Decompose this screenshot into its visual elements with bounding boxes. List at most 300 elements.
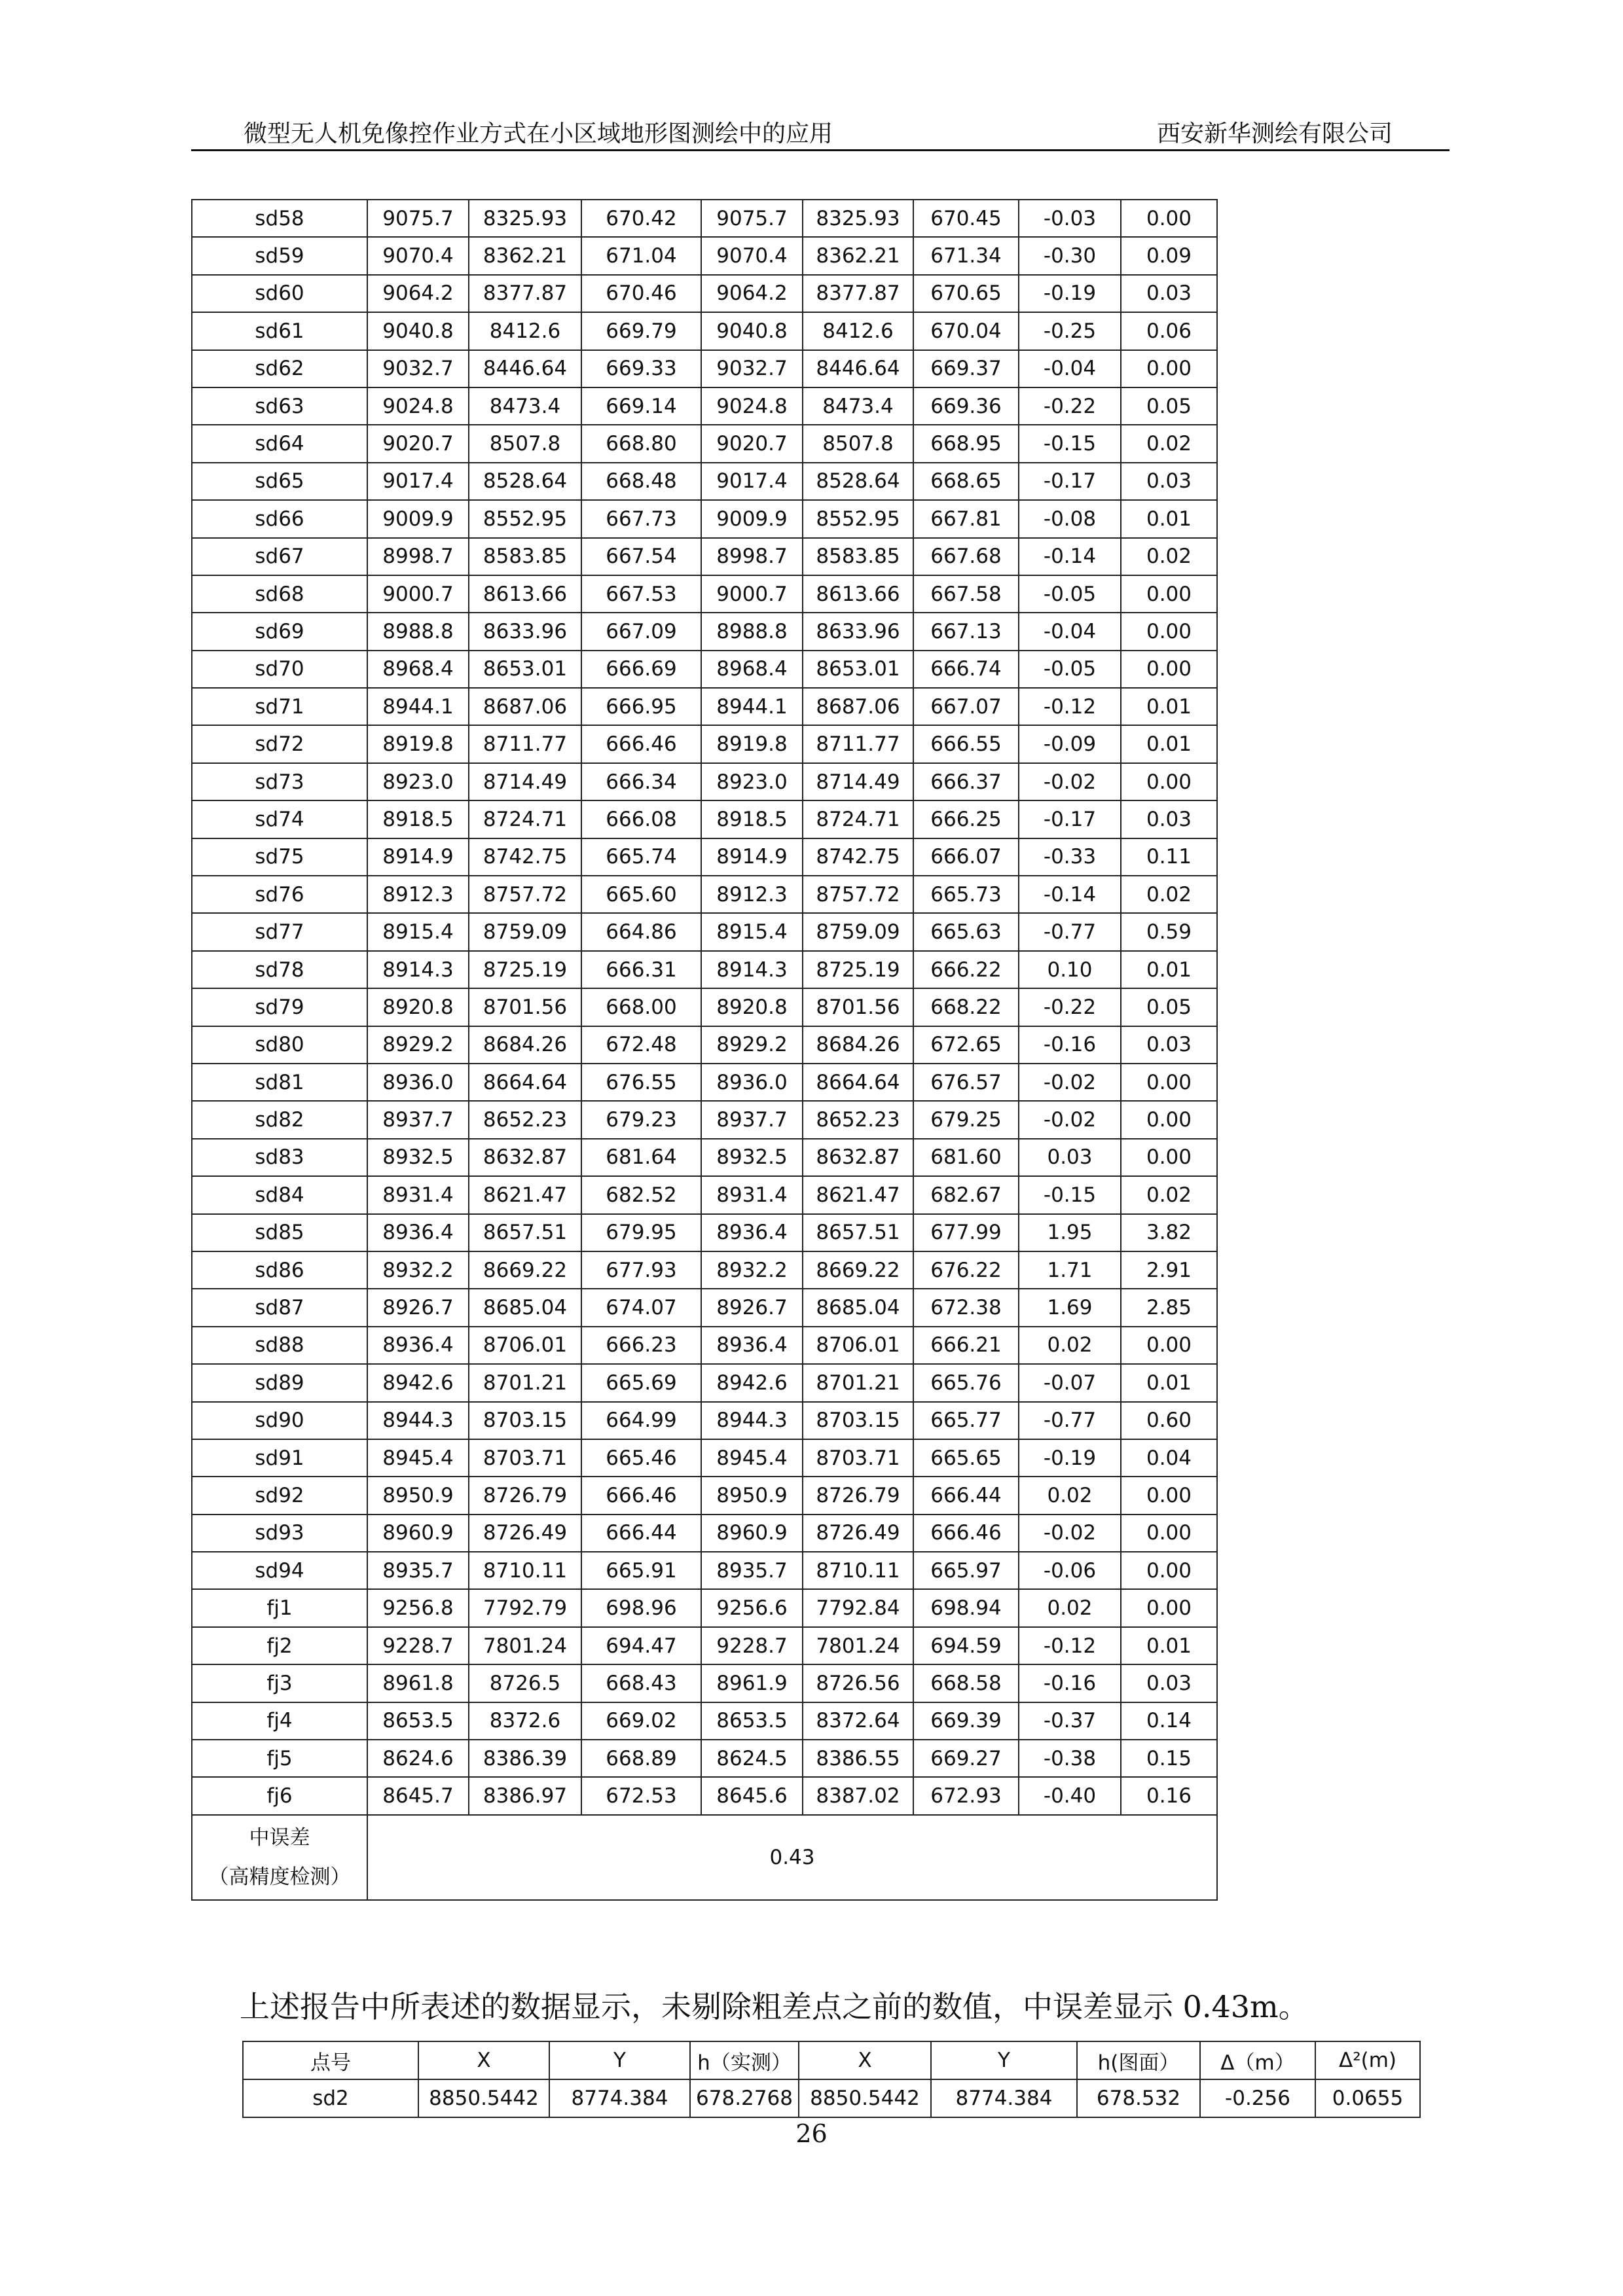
table-row	[192, 1664, 1217, 1702]
table-cell: 8998.7	[367, 538, 469, 575]
table-cell: 8632.87	[469, 1139, 581, 1176]
table-cell: -0.12	[1019, 688, 1121, 725]
table-cell: 8961.9	[701, 1664, 803, 1702]
table-cell: -0.02	[1019, 763, 1121, 800]
table-cell: 8632.87	[803, 1139, 913, 1176]
table-cell: 0.00	[1121, 1477, 1217, 1514]
table-cell: 672.38	[913, 1289, 1019, 1326]
table-cell: 0.02	[1121, 1176, 1217, 1213]
table-cell: 8669.22	[803, 1251, 913, 1289]
table-cell: 0.00	[1121, 1515, 1217, 1552]
table-cell: 8701.21	[469, 1364, 581, 1401]
table-cell: 8914.9	[367, 838, 469, 876]
table-cell: 0.01	[1121, 725, 1217, 762]
table-cell: -0.06	[1019, 1552, 1121, 1589]
table-cell: 0.03	[1121, 275, 1217, 312]
table-cell: 669.02	[581, 1702, 701, 1740]
table-cell: 8724.71	[469, 800, 581, 838]
table-cell: 1.71	[1019, 1251, 1121, 1289]
table-cell: 3.82	[1121, 1214, 1217, 1251]
table-cell: 8657.51	[803, 1214, 913, 1251]
table-cell: 668.89	[581, 1740, 701, 1777]
table-cell: 0.00	[1121, 575, 1217, 613]
table-cell: sd66	[192, 500, 367, 537]
extra-header-cell: Y	[549, 2041, 690, 2079]
table-cell: 698.96	[581, 1589, 701, 1626]
table-cell: 666.74	[913, 651, 1019, 688]
table-row	[192, 913, 1217, 950]
table-cell: 8710.11	[469, 1552, 581, 1589]
table-cell: 668.65	[913, 463, 1019, 500]
table-cell: 669.36	[913, 387, 1019, 425]
table-cell: 694.59	[913, 1627, 1019, 1664]
table-cell: 665.65	[913, 1439, 1019, 1477]
summary-value: 0.43	[367, 1815, 1217, 1900]
table-cell: 667.09	[581, 613, 701, 650]
table-cell: -0.14	[1019, 538, 1121, 575]
header-rule	[191, 149, 1450, 151]
table-cell: 8621.47	[469, 1176, 581, 1213]
table-row	[192, 1026, 1217, 1064]
table-row	[192, 1327, 1217, 1364]
table-cell: 676.55	[581, 1064, 701, 1101]
table-row	[192, 538, 1217, 575]
table-cell: -0.16	[1019, 1026, 1121, 1064]
table-cell: 669.37	[913, 350, 1019, 387]
table-cell: sd91	[192, 1439, 367, 1477]
table-row	[192, 237, 1217, 274]
table-cell: 666.25	[913, 800, 1019, 838]
table-cell: 9032.7	[367, 350, 469, 387]
table-cell: 679.23	[581, 1101, 701, 1138]
table-cell: 8711.77	[469, 725, 581, 762]
table-row	[192, 688, 1217, 725]
table-cell: 670.42	[581, 200, 701, 237]
table-row	[192, 1589, 1217, 1626]
table-cell: 8473.4	[803, 387, 913, 425]
table-cell: 8701.21	[803, 1364, 913, 1401]
table-cell: 8552.95	[469, 500, 581, 537]
header-title: 微型无人机免像控作业方式在小区域地形图测绘中的应用	[244, 120, 833, 147]
table-cell: 0.02	[1121, 538, 1217, 575]
table-cell: 665.60	[581, 876, 701, 913]
table-cell: -0.38	[1019, 1740, 1121, 1777]
table-cell: 8685.04	[803, 1289, 913, 1326]
table-cell: 8944.1	[367, 688, 469, 725]
table-cell: 670.04	[913, 312, 1019, 350]
table-cell: 9040.8	[701, 312, 803, 350]
table-cell: 667.81	[913, 500, 1019, 537]
table-cell: sd61	[192, 312, 367, 350]
table-cell: sd77	[192, 913, 367, 950]
table-cell: 8583.85	[469, 538, 581, 575]
table-cell: sd88	[192, 1327, 367, 1364]
table-cell: 676.22	[913, 1251, 1019, 1289]
table-cell: 0.03	[1121, 1026, 1217, 1064]
extra-header-cell: Y	[931, 2041, 1077, 2079]
table-cell: sd67	[192, 538, 367, 575]
table-cell: 8726.56	[803, 1664, 913, 1702]
table-row	[192, 575, 1217, 613]
table-cell: 8714.49	[803, 763, 913, 800]
table-cell: 8703.15	[803, 1402, 913, 1439]
table-cell: 668.48	[581, 463, 701, 500]
table-cell: 8759.09	[469, 913, 581, 950]
table-cell: 9024.8	[701, 387, 803, 425]
table-cell: 8988.8	[367, 613, 469, 650]
table-cell: sd64	[192, 425, 367, 462]
table-cell: 8624.6	[367, 1740, 469, 1777]
table-cell: 9009.9	[367, 500, 469, 537]
table-cell: 668.00	[581, 988, 701, 1026]
table-cell: 8936.0	[367, 1064, 469, 1101]
extra-table	[242, 2041, 1421, 2118]
table-cell: 0.16	[1121, 1777, 1217, 1814]
table-cell: 8687.06	[803, 688, 913, 725]
table-row	[192, 1552, 1217, 1589]
table-cell: 0.00	[1121, 1589, 1217, 1626]
table-cell: 8725.19	[469, 951, 581, 988]
table-cell: -0.08	[1019, 500, 1121, 537]
table-cell: 9032.7	[701, 350, 803, 387]
table-cell: 8714.49	[469, 763, 581, 800]
table-cell: 0.03	[1121, 800, 1217, 838]
table-cell: 8613.66	[803, 575, 913, 613]
table-cell: 8944.1	[701, 688, 803, 725]
table-cell: 8950.9	[367, 1477, 469, 1514]
extra-data-cell: 0.0655	[1315, 2079, 1420, 2117]
table-cell: 674.07	[581, 1289, 701, 1326]
table-cell: 8915.4	[701, 913, 803, 950]
table-cell: -0.04	[1019, 613, 1121, 650]
table-cell: 8621.47	[803, 1176, 913, 1213]
table-cell: 667.13	[913, 613, 1019, 650]
table-cell: -0.40	[1019, 1777, 1121, 1814]
table-cell: 0.02	[1019, 1327, 1121, 1364]
table-row	[192, 1364, 1217, 1401]
table-cell: 7792.84	[803, 1589, 913, 1626]
table-cell: 0.00	[1121, 763, 1217, 800]
table-cell: sd68	[192, 575, 367, 613]
extra-data-cell: 8774.384	[549, 2079, 690, 2117]
table-cell: 7801.24	[803, 1627, 913, 1664]
table-cell: 8918.5	[701, 800, 803, 838]
table-cell: 8633.96	[803, 613, 913, 650]
table-cell: 666.69	[581, 651, 701, 688]
table-cell: -0.15	[1019, 425, 1121, 462]
extra-data-cell: -0.256	[1200, 2079, 1315, 2117]
table-cell: sd78	[192, 951, 367, 988]
table-cell: 8935.7	[367, 1552, 469, 1589]
table-cell: 667.73	[581, 500, 701, 537]
table-cell: sd89	[192, 1364, 367, 1401]
table-cell: 665.69	[581, 1364, 701, 1401]
table-cell: 8362.21	[469, 237, 581, 274]
table-cell: sd58	[192, 200, 367, 237]
table-row	[192, 500, 1217, 537]
table-cell: 666.46	[581, 725, 701, 762]
table-row	[192, 651, 1217, 688]
table-cell: sd92	[192, 1477, 367, 1514]
table-cell: 8701.56	[469, 988, 581, 1026]
table-cell: 8945.4	[701, 1439, 803, 1477]
table-cell: 9040.8	[367, 312, 469, 350]
table-cell: 8912.3	[701, 876, 803, 913]
table-cell: 8920.8	[701, 988, 803, 1026]
table-cell: sd93	[192, 1515, 367, 1552]
table-cell: 8473.4	[469, 387, 581, 425]
table-cell: sd60	[192, 275, 367, 312]
table-cell: -0.04	[1019, 350, 1121, 387]
table-cell: 0.00	[1121, 1552, 1217, 1589]
table-cell: 0.00	[1121, 200, 1217, 237]
table-cell: 8759.09	[803, 913, 913, 950]
table-cell: fj1	[192, 1589, 367, 1626]
table-cell: 665.97	[913, 1552, 1019, 1589]
table-cell: 0.00	[1121, 1139, 1217, 1176]
table-cell: 9228.7	[367, 1627, 469, 1664]
table-cell: 8684.26	[469, 1026, 581, 1064]
table-cell: 8998.7	[701, 538, 803, 575]
table-cell: sd71	[192, 688, 367, 725]
table-cell: 8528.64	[803, 463, 913, 500]
table-cell: 666.22	[913, 951, 1019, 988]
table-cell: 8653.5	[701, 1702, 803, 1740]
table-cell: -0.17	[1019, 800, 1121, 838]
table-row	[192, 876, 1217, 913]
table-cell: 8372.64	[803, 1702, 913, 1740]
table-cell: 1.95	[1019, 1214, 1121, 1251]
table-cell: 9070.4	[701, 237, 803, 274]
table-cell: 665.63	[913, 913, 1019, 950]
table-cell: -0.05	[1019, 575, 1121, 613]
table-cell: 7801.24	[469, 1627, 581, 1664]
extra-header-cell: X	[418, 2041, 549, 2079]
table-cell: 8706.01	[469, 1327, 581, 1364]
extra-header-cell: X	[799, 2041, 931, 2079]
table-cell: 8657.51	[469, 1214, 581, 1251]
table-cell: 8932.5	[367, 1139, 469, 1176]
table-cell: 681.64	[581, 1139, 701, 1176]
table-cell: 0.01	[1121, 1364, 1217, 1401]
table-cell: 679.25	[913, 1101, 1019, 1138]
extra-data-cell: 8850.5442	[418, 2079, 549, 2117]
table-row	[192, 988, 1217, 1026]
table-cell: 9020.7	[367, 425, 469, 462]
table-cell: 670.65	[913, 275, 1019, 312]
table-cell: fj3	[192, 1664, 367, 1702]
table-row	[192, 800, 1217, 838]
table-cell: 8552.95	[803, 500, 913, 537]
extra-table-data-row	[243, 2079, 1420, 2117]
table-cell: 0.15	[1121, 1740, 1217, 1777]
table-cell: 666.07	[913, 838, 1019, 876]
table-cell: 8914.3	[367, 951, 469, 988]
table-cell: 672.53	[581, 1777, 701, 1814]
table-cell: 8653.01	[469, 651, 581, 688]
table-cell: 8757.72	[803, 876, 913, 913]
table-row	[192, 613, 1217, 650]
table-cell: sd69	[192, 613, 367, 650]
table-cell: 0.05	[1121, 988, 1217, 1026]
table-cell: 681.60	[913, 1139, 1019, 1176]
table-cell: -0.25	[1019, 312, 1121, 350]
extra-header-cell: h(图面）	[1077, 2041, 1200, 2079]
table-cell: -0.77	[1019, 913, 1121, 950]
table-cell: 668.95	[913, 425, 1019, 462]
table-cell: 666.31	[581, 951, 701, 988]
table-row	[192, 1251, 1217, 1289]
table-cell: 0.00	[1121, 613, 1217, 650]
table-cell: sd87	[192, 1289, 367, 1326]
extra-data-cell: 8850.5442	[799, 2079, 931, 2117]
table-cell: 666.23	[581, 1327, 701, 1364]
table-cell: 8920.8	[367, 988, 469, 1026]
table-cell: 0.01	[1121, 500, 1217, 537]
table-cell: 8386.97	[469, 1777, 581, 1814]
table-cell: 8653.01	[803, 651, 913, 688]
table-row	[192, 838, 1217, 876]
table-cell: 8507.8	[469, 425, 581, 462]
table-cell: 0.02	[1121, 425, 1217, 462]
table-cell: 679.95	[581, 1214, 701, 1251]
table-cell: 666.46	[913, 1515, 1019, 1552]
table-cell: 9075.7	[701, 200, 803, 237]
table-cell: -0.37	[1019, 1702, 1121, 1740]
table-cell: 668.22	[913, 988, 1019, 1026]
table-cell: sd70	[192, 651, 367, 688]
table-cell: sd82	[192, 1101, 367, 1138]
table-row	[192, 1627, 1217, 1664]
table-cell: 0.00	[1121, 1101, 1217, 1138]
table-cell: 8387.02	[803, 1777, 913, 1814]
table-cell: 8757.72	[469, 876, 581, 913]
table-cell: 0.01	[1121, 1627, 1217, 1664]
table-cell: 8645.7	[367, 1777, 469, 1814]
table-row	[192, 200, 1217, 237]
table-cell: 667.58	[913, 575, 1019, 613]
table-cell: 8446.64	[803, 350, 913, 387]
table-cell: sd75	[192, 838, 367, 876]
table-cell: 0.02	[1121, 876, 1217, 913]
table-cell: 8931.4	[367, 1176, 469, 1213]
table-cell: 665.91	[581, 1552, 701, 1589]
table-cell: 698.94	[913, 1589, 1019, 1626]
table-cell: 8703.71	[469, 1439, 581, 1477]
table-cell: 8942.6	[367, 1364, 469, 1401]
table-cell: 665.73	[913, 876, 1019, 913]
table-cell: -0.19	[1019, 1439, 1121, 1477]
table-row	[192, 1064, 1217, 1101]
table-cell: 665.77	[913, 1402, 1019, 1439]
header-company: 西安新华测绘有限公司	[1156, 120, 1393, 147]
table-cell: 0.04	[1121, 1439, 1217, 1477]
table-cell: sd59	[192, 237, 367, 274]
table-cell: 8961.8	[367, 1664, 469, 1702]
table-cell: 0.03	[1019, 1139, 1121, 1176]
table-cell: 669.79	[581, 312, 701, 350]
table-cell: sd90	[192, 1402, 367, 1439]
table-cell: 0.01	[1121, 951, 1217, 988]
table-cell: 0.01	[1121, 688, 1217, 725]
table-row	[192, 1702, 1217, 1740]
extra-header-cell: h（实测）	[690, 2041, 799, 2079]
table-cell: 664.99	[581, 1402, 701, 1439]
table-row	[192, 1289, 1217, 1326]
table-cell: 8919.8	[367, 725, 469, 762]
table-cell: 0.02	[1019, 1477, 1121, 1514]
extra-data-cell: 8774.384	[931, 2079, 1077, 2117]
table-cell: 0.03	[1121, 463, 1217, 500]
table-cell: 0.09	[1121, 237, 1217, 274]
table-cell: 8386.55	[803, 1740, 913, 1777]
table-cell: 665.76	[913, 1364, 1019, 1401]
table-cell: 7792.79	[469, 1589, 581, 1626]
table-cell: 8912.3	[367, 876, 469, 913]
table-row	[192, 312, 1217, 350]
table-cell: -0.22	[1019, 988, 1121, 1026]
table-cell: 671.34	[913, 237, 1019, 274]
table-cell: 666.08	[581, 800, 701, 838]
statement-text: 上述报告中所表述的数据显示，未剔除粗差点之前的数值，中误差显示 0.43m。	[240, 1989, 1309, 2024]
table-cell: 8988.8	[701, 613, 803, 650]
table-cell: 0.02	[1019, 1589, 1121, 1626]
table-cell: 669.39	[913, 1702, 1019, 1740]
table-cell: 9020.7	[701, 425, 803, 462]
table-cell: 9064.2	[701, 275, 803, 312]
extra-header-cell: Δ（m）	[1200, 2041, 1315, 2079]
table-cell: 667.68	[913, 538, 1019, 575]
table-cell: 8725.19	[803, 951, 913, 988]
table-cell: 8929.2	[367, 1026, 469, 1064]
table-cell: 8724.71	[803, 800, 913, 838]
table-cell: sd81	[192, 1064, 367, 1101]
table-cell: 672.65	[913, 1026, 1019, 1064]
table-cell: 677.93	[581, 1251, 701, 1289]
table-cell: 666.46	[581, 1477, 701, 1514]
table-cell: 8932.5	[701, 1139, 803, 1176]
table-cell: 0.11	[1121, 838, 1217, 876]
table-cell: 8412.6	[803, 312, 913, 350]
table-cell: 9000.7	[701, 575, 803, 613]
table-cell: 8507.8	[803, 425, 913, 462]
table-cell: 8944.3	[701, 1402, 803, 1439]
table-cell: 676.57	[913, 1064, 1019, 1101]
table-cell: 672.93	[913, 1777, 1019, 1814]
table-cell: 672.48	[581, 1026, 701, 1064]
table-cell: -0.14	[1019, 876, 1121, 913]
table-cell: 8936.4	[701, 1327, 803, 1364]
table-cell: 667.53	[581, 575, 701, 613]
table-cell: 8742.75	[803, 838, 913, 876]
table-cell: 664.86	[581, 913, 701, 950]
table-cell: sd94	[192, 1552, 367, 1589]
table-cell: 9075.7	[367, 200, 469, 237]
table-cell: 8945.4	[367, 1439, 469, 1477]
table-row	[192, 1101, 1217, 1138]
table-cell: 9228.7	[701, 1627, 803, 1664]
table-cell: 8711.77	[803, 725, 913, 762]
table-cell: 8664.64	[803, 1064, 913, 1101]
table-cell: 8412.6	[469, 312, 581, 350]
table-cell: 8942.6	[701, 1364, 803, 1401]
table-cell: 8710.11	[803, 1552, 913, 1589]
table-cell: 694.47	[581, 1627, 701, 1664]
table-cell: 8685.04	[469, 1289, 581, 1326]
table-row	[192, 275, 1217, 312]
table-cell: 667.07	[913, 688, 1019, 725]
table-cell: -0.09	[1019, 725, 1121, 762]
